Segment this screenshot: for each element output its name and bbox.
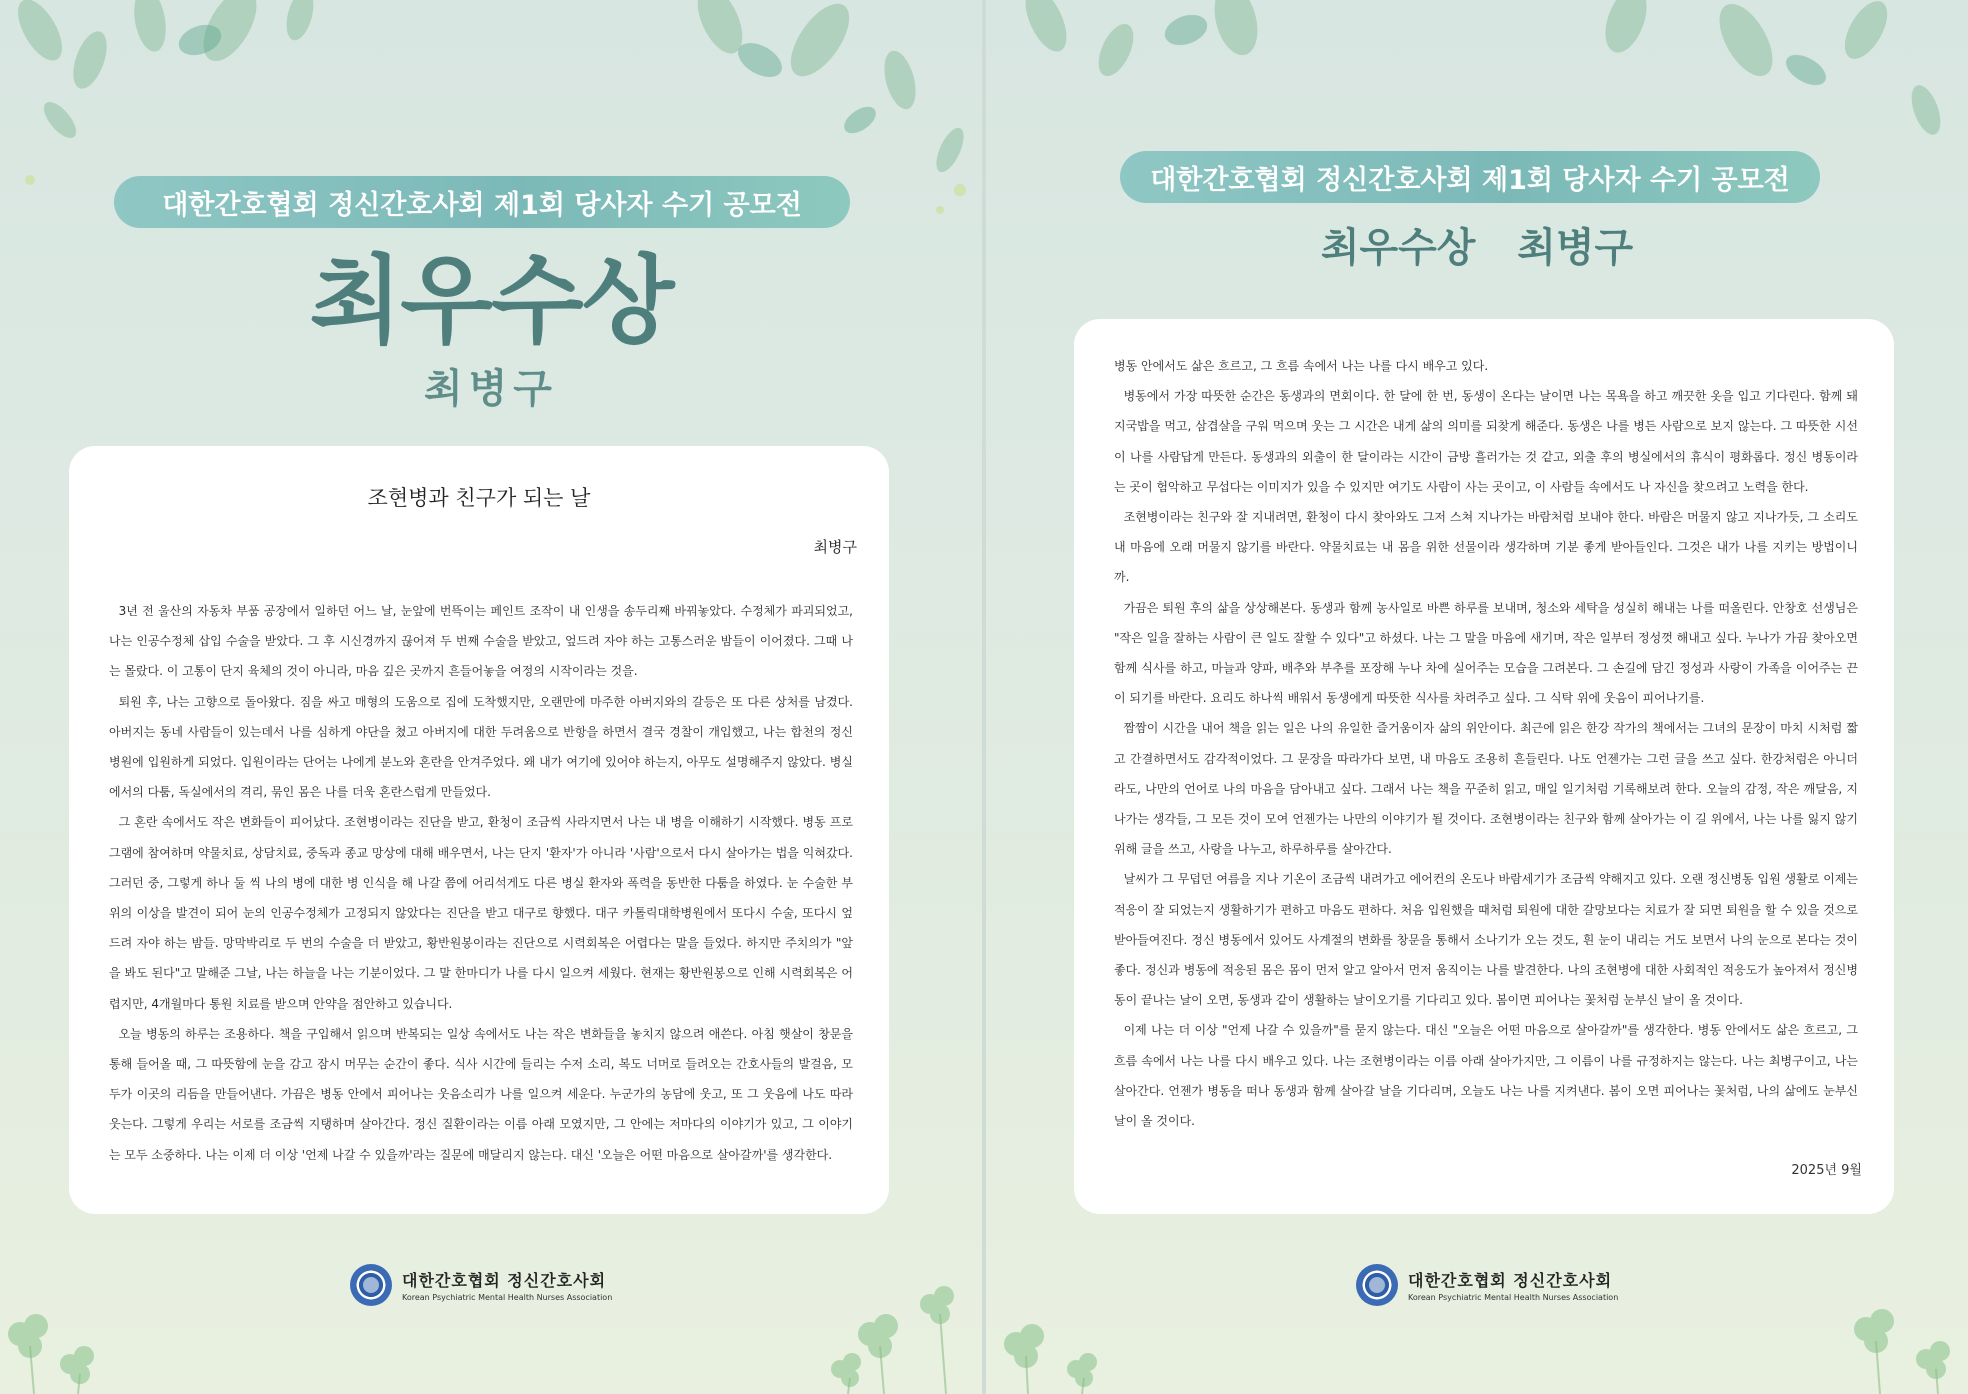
paragraph: 오늘 병동의 하루는 조용하다. 책을 구입해서 읽으며 반복되는 일상 속에서도 나는 작은 변화들을 놓치지 않으려 애쓴다. 아침 햇살이 창문을 통해 들어올 때, 그 따뜻함에 눈을 감고 잠시 머무는 순간이 좋다. 식사 시간에 들리는 수저 소리, 복도 너머로 들려오는 간호사들의 발걸음, 모두가 이곳의 리듬을 만들어낸다. 가끔은 병동 안에서 피어나는 웃음소리가 나를 일으켜 세운다. 누군가의 농담에 웃고, 또 그 웃음에 나도 따라 웃는다. 그렇게 우리는 서로를 조금씩 지탱하며 살아간다. 정신 질환이라는 이름 아래 모였지만, 그 안에는 저마다의 이야기가 있고, 그 이야기는 모두 소중하다. 나는 이제 더 이상 '언제 나갈 수 있을까'라는 질문에 매달리지 않는다. 대신 '오늘은 어떤 마음으로 살아갈까'를 생각한다. xyxy=(109,1026,853,1162)
paragraph: 가끔은 퇴원 후의 삶을 상상해본다. 동생과 함께 농사일로 바쁜 하루를 보내며, 청소와 세탁을 성실히 해내는 나를 떠올린다. 안창호 선생님은 "작은 일을 잘하는 사람이 큰 일도 잘할 수 있다"고 하셨다. 나는 그 말을 마음에 새기며, 작은 일부터 정성껏 해내고 싶다. 누나가 가끔 찾아오면 함께 식사를 하고, 마늘과 양파, 배추와 부추를 포장해 누나 차에 실어주는 모습을 그려본다. 그 손길에 담긴 정성과 사랑이 가족을 이어주는 끈이 되기를 바란다. 요리도 하나씩 배워서 동생에게 따뜻한 식사를 차려주고 싶다. 그 식탁 위에 웃음이 피어나기를. xyxy=(1114,600,1858,706)
paragraph: 날씨가 그 무덥던 여름을 지나 기온이 조금씩 내려가고 에어컨의 온도나 바람세기가 조금씩 약해지고 있다. 오랜 정신병동 입원 생활로 이제는 적응이 잘 되었는지 생활하기가 편하고 마음도 편하다. 처음 입원했을 때처럼 퇴원에 대한 갈망보다는 치료가 잘 되면 퇴원을 할 수 있을 것으로 받아들여진다. 정신 병동에서 있어도 사계절의 변화를 창문을 통해서 소나기가 오는 것도, 흰 눈이 내리는 거도 보면서 나의 눈으로 본다는 것이 좋다. 정신과 병동에 적응된 몸은 몸이 먼저 알고 알아서 먼저 움직이는 나를 발견한다. 나의 조현병에 대한 사회적인 적응도가 높아져서 정신병동이 끝나는 날이 오면, 동생과 같이 생활하는 날이오기를 기다리고 있다. 봄이면 피어나는 꽃처럼 눈부신 날이 올 것이다. xyxy=(1114,872,1858,1008)
essay-body-right xyxy=(1114,351,1858,1136)
paragraph: 이제 나는 더 이상 "언제 나갈 수 있을까"를 묻지 않는다. 대신 "오늘은 어떤 마음으로 살아갈까"를 생각한다. 병동 안에서도 삶은 흐르고, 그 흐름 속에서 나는 나를 다시 배우고 있다. 나는 조현병이라는 이름 아래 살아가지만, 그 이름이 나를 규정하지는 않는다. 나는 최병구이고, 나는 살아간다. 언젠가 병동을 떠나 동생과 함께 살아갈 날을 기다리며, 오늘도 나는 나를 지켜낸다. 봄이 오면 피어나는 꽃처럼, 나의 삶에도 눈부신 날이 올 것이다. xyxy=(1114,1023,1858,1129)
award-title: 최우수상 xyxy=(1320,225,1476,271)
paragraph: 조현병이라는 친구와 잘 지내려면, 환청이 다시 찾아와도 그저 스쳐 지나가는 바람처럼 보내야 한다. 바람은 머물지 않고 지나가듯, 그 소리도 내 마음에 오래 머물지 않기를 바란다. 약물치료는 내 몸을 위한 선물이라 생각하며 기분 좋게 받아들인다. 그것은 내가 나를 지키는 방법이니까. xyxy=(1114,510,1858,585)
page-left xyxy=(0,0,982,1394)
footer-left xyxy=(350,1262,612,1308)
essay-card-left xyxy=(69,446,889,1214)
paragraph: 병동에서 가장 따뜻한 순간은 동생과의 면회이다. 한 달에 한 번, 동생이 온다는 날이면 나는 목욕을 하고 깨끗한 옷을 입고 기다린다. 함께 돼지국밥을 먹고, 삼겹살을 구워 먹으며 웃는 그 시간은 내게 삶의 의미를 되찾게 해준다. 동생은 나를 병든 사람으로 보지 않는다. 그 따뜻한 시선이 나를 사람답게 만든다. 동생과의 외출이 한 달이라는 시간이 금방 흘러가는 것 같고, 외출 후의 병실에서의 휴식이 평화롭다. 정신 병동이라는 곳이 험악하고 무섭다는 이미지가 있을 수 있지만 여기도 사람이 사는 곳이고, 이 사람들 속에서도 나 자신을 찾으려고 노력을 한다. xyxy=(1114,389,1858,494)
association-emblem-icon xyxy=(1356,1264,1398,1306)
page-right xyxy=(986,0,1968,1394)
association-emblem-icon xyxy=(350,1264,392,1306)
essay-author: 최병구 xyxy=(813,538,857,556)
winner-name: 최병구 xyxy=(1517,225,1634,271)
award-title: 최우수상 xyxy=(309,245,673,357)
footer-right xyxy=(1356,1262,1618,1308)
association-name-ko: 대한간호협회 정신간호사회 xyxy=(1408,1271,1613,1290)
award-and-winner xyxy=(986,225,1968,271)
association-name-en: Korean Psychiatric Mental Health Nurses Association xyxy=(1408,1293,1619,1302)
paragraph: 퇴원 후, 나는 고향으로 돌아왔다. 짐을 싸고 매형의 도움으로 집에 도착했지만, 오랜만에 마주한 아버지와의 갈등은 또 다른 상처를 남겼다. 아버지는 동네 사람들이 있는데서 나를 심하게 야단을 쳤고 아버지에 대한 두려움으로 반항을 하면서 결국 경찰이 개입했고, 나는 합천의 정신병원에 입원하게 되었다. 입원이라는 단어는 나에게 분노와 혼란을 안겨주었다. 왜 내가 여기에 있어야 하는지, 아무도 설명해주지 않았다. 병실에서의 다툼, 독실에서의 격리, 묶인 몸은 나를 더욱 혼란스럽게 만들었다. xyxy=(109,694,853,800)
essay-date: 2025년 9월 xyxy=(1791,1163,1862,1178)
essay-title: 조현병과 친구가 되는 날 xyxy=(367,486,591,510)
essay-body-left xyxy=(109,596,853,1170)
winner-name: 최병구 xyxy=(424,366,558,412)
paragraph: 3년 전 울산의 자동차 부품 공장에서 일하던 어느 날, 눈앞에 번뜩이는 페인트 조작이 내 인생을 송두리째 바꿔놓았다. 수정체가 파괴되었고, 나는 인공수정체 삽입 수술을 받았다. 그 후 시신경까지 끊어져 두 번째 수술을 받았고, 엎드려 자야 하는 고통스러운 밤들이 이어졌다. 그때 나는 몰랐다. 이 고통이 단지 육체의 것이 아니라, 마음 깊은 곳까지 흔들어놓을 여정의 시작이라는 것을. xyxy=(109,604,853,679)
contest-title-pill: 대한간호협회 정신간호사회 제1회 당사자 수기 공모전 xyxy=(114,176,850,228)
association-name-ko: 대한간호협회 정신간호사회 xyxy=(402,1271,607,1290)
paragraph: 병동 안에서도 삶은 흐르고, 그 흐름 속에서 나는 나를 다시 배우고 있다. xyxy=(1114,359,1489,373)
association-name-en: Korean Psychiatric Mental Health Nurses Association xyxy=(402,1293,613,1302)
contest-title-pill: 대한간호협회 정신간호사회 제1회 당사자 수기 공모전 xyxy=(1120,151,1820,203)
paragraph: 그 혼란 속에서도 작은 변화들이 피어났다. 조현병이라는 진단을 받고, 환청이 조금씩 사라지면서 나는 내 병을 이해하기 시작했다. 병동 프로그램에 참여하며 약물치료, 상담치료, 중독과 종교 망상에 대해 배우면서, 나는 단지 '환자'가 아니라 '사람'으로서 다시 살아가는 법을 익혀갔다. 그러던 중, 그렇게 하나 둘 씩 나의 병에 대한 병 인식을 해 나갈 쯤에 어리석게도 다른 병실 환자와 폭력을 동반한 다툼을 하였다. 눈 수술한 부위의 이상을 발견이 되어 눈의 인공수정체가 고정되지 않았다는 진단을 받고 대구로 향했다. 대구 카톨릭대학병원에서 또다시 수술, 또다시 엎드려 자야 하는 밤들. 망막박리로 두 번의 수술을 더 받았고, 황반원봉이라는 진단으로 시력회복은 어렵다는 말을 들었다. 하지만 주치의가 "앞을 봐도 된다"고 말해준 그날, 나는 하늘을 나는 기분이었다. 그 말 한마디가 나를 다시 일으켜 세웠다. 현재는 황반원봉으로 인해 시력회복은 어렵지만, 4개월마다 통원 치료를 받으며 안약을 점안하고 있습니다. xyxy=(109,815,853,1011)
essay-card-right xyxy=(1074,319,1894,1214)
paragraph: 짬짬이 시간을 내어 책을 읽는 일은 나의 유일한 즐거움이자 삶의 위안이다. 최근에 읽은 한강 작가의 책에서는 그녀의 문장이 마치 시처럼 짧고 간결하면서도 감각적이었다. 그 문장을 따라가다 보면, 내 마음도 조용히 흔들린다. 나도 언젠가는 그런 글을 쓰고 싶다. 한강처럼은 아니더라도, 나만의 언어로 나의 마음을 담아내고 싶다. 그래서 나는 책을 꾸준히 읽고, 매일 일기처럼 기록해보려 한다. 오늘의 감정, 작은 깨달음, 지나가는 생각들, 그 모든 것이 모여 언젠가는 나만의 이야기가 될 것이다. 조현병이라는 친구와 함께 살아가는 이 길 위에서, 나는 나를 잃지 않기 위해 글을 쓰고, 사랑을 나누고, 하루하루를 살아간다. xyxy=(1114,721,1858,857)
